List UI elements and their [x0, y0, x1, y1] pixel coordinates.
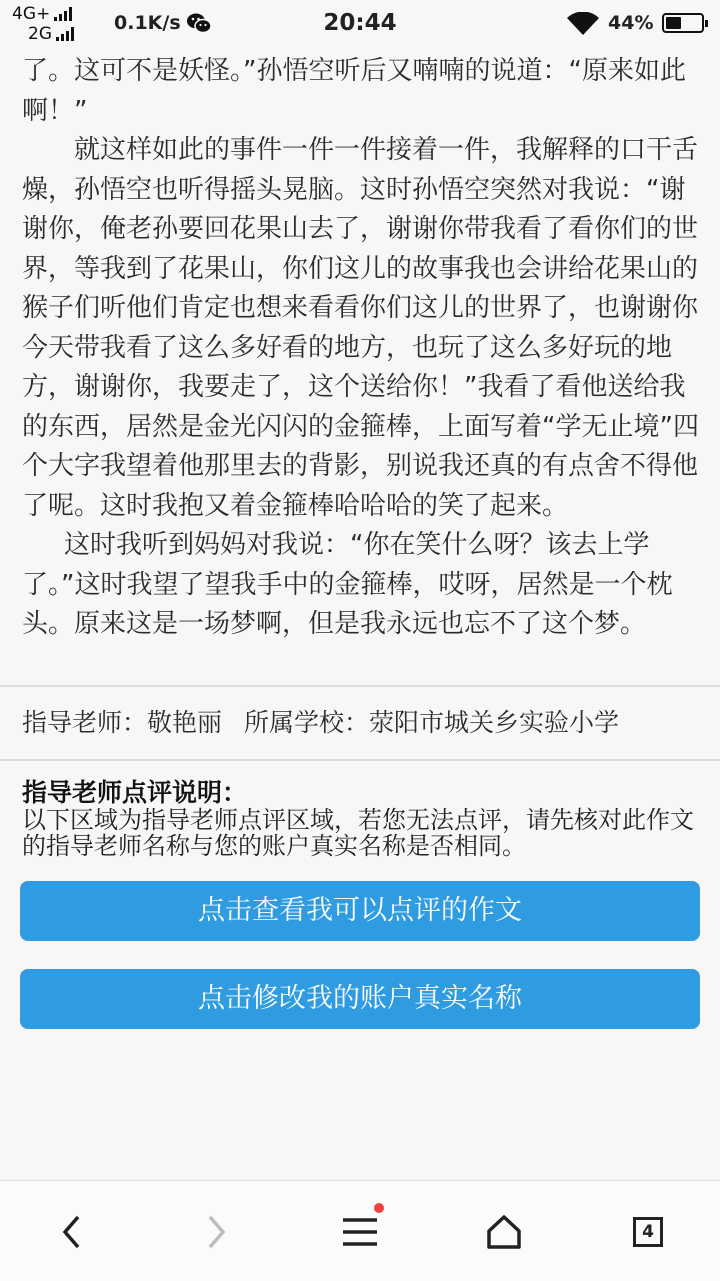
network-type-primary: 4G+: [12, 4, 51, 24]
notification-dot: [374, 1203, 384, 1213]
menu-button[interactable]: [330, 1207, 390, 1257]
teacher-name: 指导老师：敬艳丽: [22, 707, 223, 737]
essay-body: [0, 48, 720, 645]
teacher-info: [0, 687, 720, 759]
battery-icon: [662, 13, 704, 33]
wifi-icon: [566, 12, 600, 40]
edit-real-name-button[interactable]: 点击修改我的账户真实名称: [20, 969, 700, 1029]
review-title: 指导老师点评说明：: [22, 777, 248, 807]
forward-button[interactable]: [186, 1207, 246, 1257]
review-section: [0, 761, 720, 859]
battery-level: [666, 17, 681, 29]
page-content: [0, 48, 720, 1029]
tabs-button[interactable]: [618, 1207, 678, 1257]
essay-paragraph: 这时我听到妈妈对我说：“你在笑什么呀？该去上学了。”这时我望了望我手中的金箍棒，哎呀，居然是一个枕头。原来这是一场梦啊，但是我永远也忘不了这个梦。: [22, 530, 673, 639]
school-name: 所属学校：荥阳市城关乡实验小学: [244, 707, 620, 737]
forward-icon: [204, 1214, 228, 1250]
tabs-icon: [633, 1217, 663, 1247]
essay-paragraph: 了。这可不是妖怪。”孙悟空听后又喃喃的说道：“原来如此啊！”: [22, 56, 686, 126]
network-speed: 0.1K/s: [114, 12, 181, 34]
battery-percentage: 44%: [608, 12, 654, 34]
back-button[interactable]: [42, 1207, 102, 1257]
network-type-secondary: 2G: [28, 24, 52, 44]
home-button[interactable]: [474, 1207, 534, 1257]
tab-count: 4: [642, 1222, 654, 1242]
back-icon: [60, 1214, 84, 1250]
browser-toolbar: [0, 1180, 720, 1281]
home-icon: [486, 1214, 522, 1250]
review-description: 以下区域为指导老师点评区域，若您无法点评，请先核对此作文的指导老师名称与您的账户真实名称是否相同。: [22, 805, 694, 860]
clock: 20:44: [323, 10, 397, 36]
view-reviewable-essays-button[interactable]: 点击查看我可以点评的作文: [20, 881, 700, 941]
essay-paragraph: 就这样如此的事件一件一件接着一件，我解释的口干舌燥，孙悟空也听得摇头晃脑。这时孙悟空突然对我说：“谢谢你，俺老孙要回花果山去了，谢谢你带我看了看你们的世界，等我到了花果山，你们这儿的故事我也会讲给花果山的猴子们听他们肯定也想来看看你们这儿的世界了，也谢谢你今天带我看了这么多好看的地方，也玩了这么多好玩的地方，谢谢你，我要走了，这个送给你！”我看了看他送给我的东西，居然是金光闪闪的金箍棒，上面写着“学无止境”四个大字我望着他那里去的背影，别说我还真的有点舍不得他了呢。这时我抱又着金箍棒哈哈哈的笑了起来。: [22, 135, 699, 521]
menu-icon: [342, 1217, 378, 1247]
status-bar: [0, 0, 720, 48]
